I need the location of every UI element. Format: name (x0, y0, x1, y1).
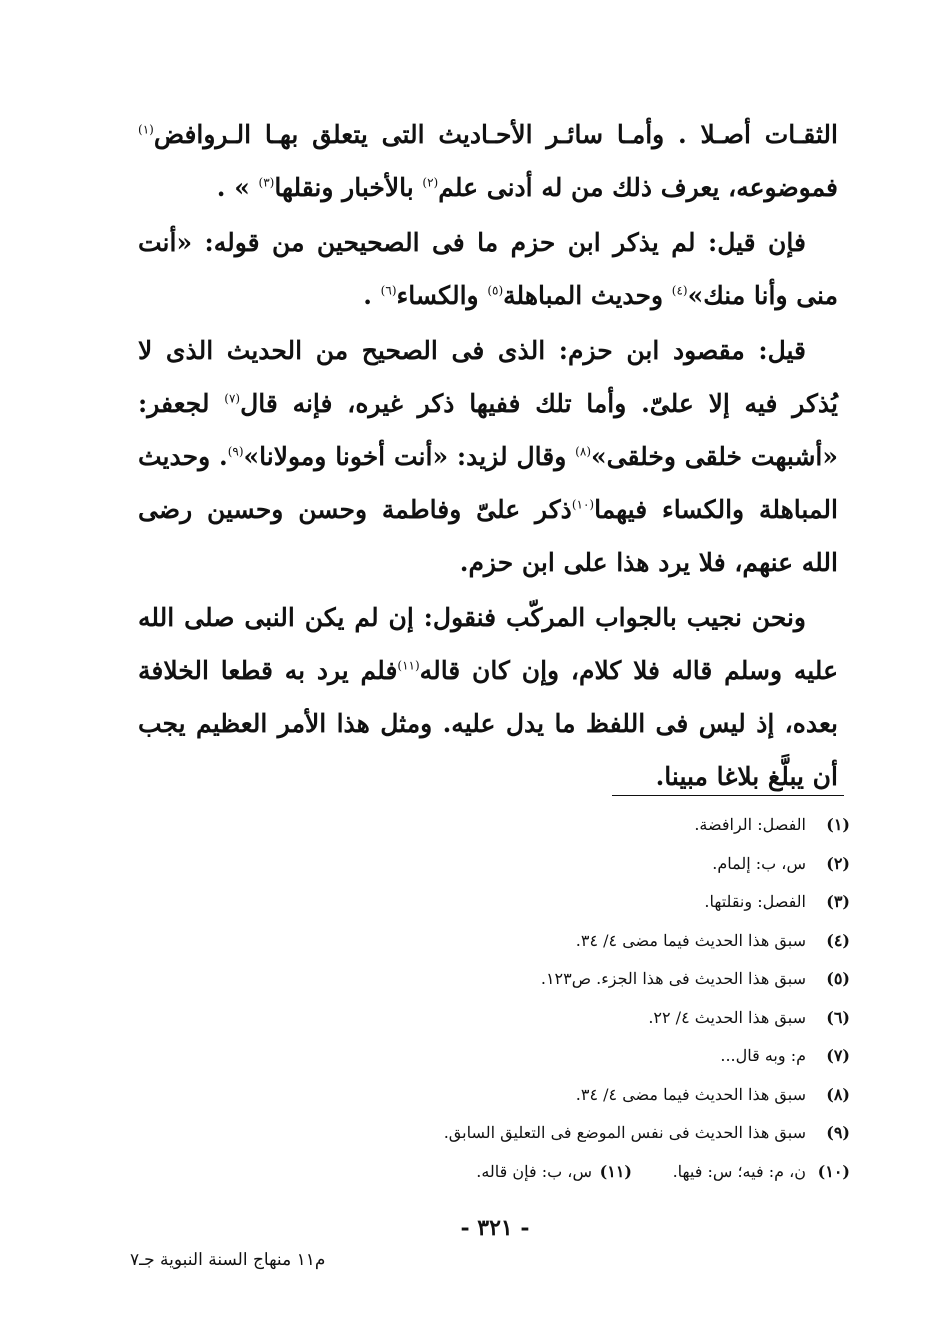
footnote-separator (612, 795, 844, 796)
p1-text-b: فموضوعه، يعرف ذلك من له أدنى علم (438, 173, 838, 202)
footnote-number: (٩) (826, 1123, 850, 1142)
footnote-text: الفصل: الرافضة. (694, 815, 806, 834)
footnote-number: (١) (826, 815, 850, 834)
footnote-text: سبق هذا الحديث فيما مضى ٤/ ٣٤. (575, 1084, 806, 1104)
p4-text-a: ونحن نجيب بالجواب المركّب فنقول: إن لم يكن النبى صلى الله عليه وسلم قاله فلا كلام، وإن كان قاله (138, 603, 838, 685)
p2-text-c: والكساء (396, 281, 488, 310)
footnote-4 (300, 922, 850, 961)
footnote-text: س، ب: فإن قاله. (476, 1161, 592, 1181)
p3-text-d: . وحديث المباهلة والكساء فيهما (138, 442, 838, 524)
footnote-text: سبق هذا الحديث فى هذا الجزء. ص١٢٣. (540, 969, 806, 988)
footnote-number: (٨) (826, 1084, 850, 1104)
footnote-text: ن، م: فيه؛ س: فيها. (672, 1161, 806, 1181)
p3-text-a: قيل: مقصود ابن حزم: الذى فى الصحيح من الحديث الذى لا يُذكر فيه إلا علىّ. وأما تلك ففيها ذكر غيره، فإنه قال (138, 336, 838, 418)
footnote-text: س، ب: إلمام. (712, 853, 806, 873)
footnote-ref-10: (١٠) (571, 497, 595, 512)
footnote-number: (٧) (826, 1046, 850, 1065)
p3-text-e: ذكر علىّ وفاطمة وحسن وحسين رضى الله عنهم، فلا يرد هذا على ابن حزم. (138, 495, 838, 577)
paragraph-2 (138, 216, 838, 322)
paragraph-3 (138, 324, 838, 589)
footnote-7 (300, 1037, 850, 1076)
p4-text-b: فلم يرد به قطعا الخلافة بعده، إذ ليس فى اللفظ ما يدل عليه. ومثل هذا الأمر العظيم يجب أن يبلَّغ بلاغا مبينا. (138, 656, 838, 791)
footnote-ref-1: (١) (138, 122, 154, 137)
footnote-ref-7: (٧) (224, 391, 241, 406)
p2-text-a: فإن قيل: لم يذكر ابن حزم ما فى الصحيحين من قوله: «أنت منى وأنا منك» (138, 228, 838, 310)
paragraph-1 (138, 108, 838, 214)
footnote-11 (476, 1153, 632, 1192)
paragraph-4 (138, 591, 838, 803)
footnote-number: (٥) (826, 969, 850, 988)
footnote-number: (٢) (826, 853, 850, 873)
footnote-ref-4: (٤) (671, 283, 688, 298)
footnote-8 (300, 1076, 850, 1115)
p3-text-c: وقال لزيد: «أنت أخونا ومولانا» (243, 442, 576, 471)
footnote-text: سبق هذا الحديث فى نفس الموضع فى التعليق السابق. (443, 1123, 806, 1142)
footnote-ref-3: (٣) (258, 175, 275, 190)
p1-text-c: بالأخبار ونقلها (274, 173, 423, 202)
footnote-ref-8: (٨) (575, 444, 591, 459)
p1-text-a: الثقـات أصـلا . وأمـا سائـر الأحـاديث التى يتعلق بهـا الـروافض (153, 120, 838, 149)
main-text (138, 108, 838, 803)
footnote-ref-6: (٦) (380, 283, 397, 298)
footnote-ref-9: (٩) (227, 444, 244, 459)
footnote-ref-5: (٥) (487, 283, 504, 298)
footnote-3 (300, 883, 850, 922)
footnotes (300, 806, 850, 1191)
footnote-10 (632, 1153, 850, 1192)
footnote-6 (300, 999, 850, 1038)
footnote-5 (300, 960, 850, 999)
footnote-text: سبق هذا الحديث فيما مضى ٤/ ٣٤. (575, 930, 806, 950)
footnote-number: (٤) (826, 930, 850, 950)
footnote-row-10-11 (300, 1153, 850, 1192)
footnote-2 (300, 845, 850, 884)
footnote-number: (١١) (599, 1161, 632, 1181)
footnote-ref-2: (٢) (422, 175, 439, 190)
footnote-text: الفصل: ونقلتها. (704, 892, 806, 911)
p2-text-b: وحديث المباهلة (503, 281, 672, 310)
footnote-9 (300, 1114, 850, 1153)
footnote-number: (٣) (826, 892, 850, 911)
signature-line: م١١ منهاج السنة النبوية جـ٧ (130, 1250, 326, 1270)
footnote-1 (300, 806, 850, 845)
p3-text-b: لجعفر: «أشبهت خلقى وخلقى» (138, 389, 838, 471)
footnote-number: (١٠) (817, 1161, 850, 1181)
p2-text-d: . (363, 281, 381, 310)
footnote-text: م: وبه قال... (720, 1046, 806, 1065)
page-number: - ٣٢١ - (460, 1215, 530, 1241)
footnote-text: سبق هذا الحديث ٤/ ٢٢. (648, 1007, 806, 1027)
footnote-ref-11: (١١) (397, 658, 420, 673)
footnote-number: (٦) (826, 1007, 850, 1027)
p1-text-d: » . (216, 173, 259, 202)
